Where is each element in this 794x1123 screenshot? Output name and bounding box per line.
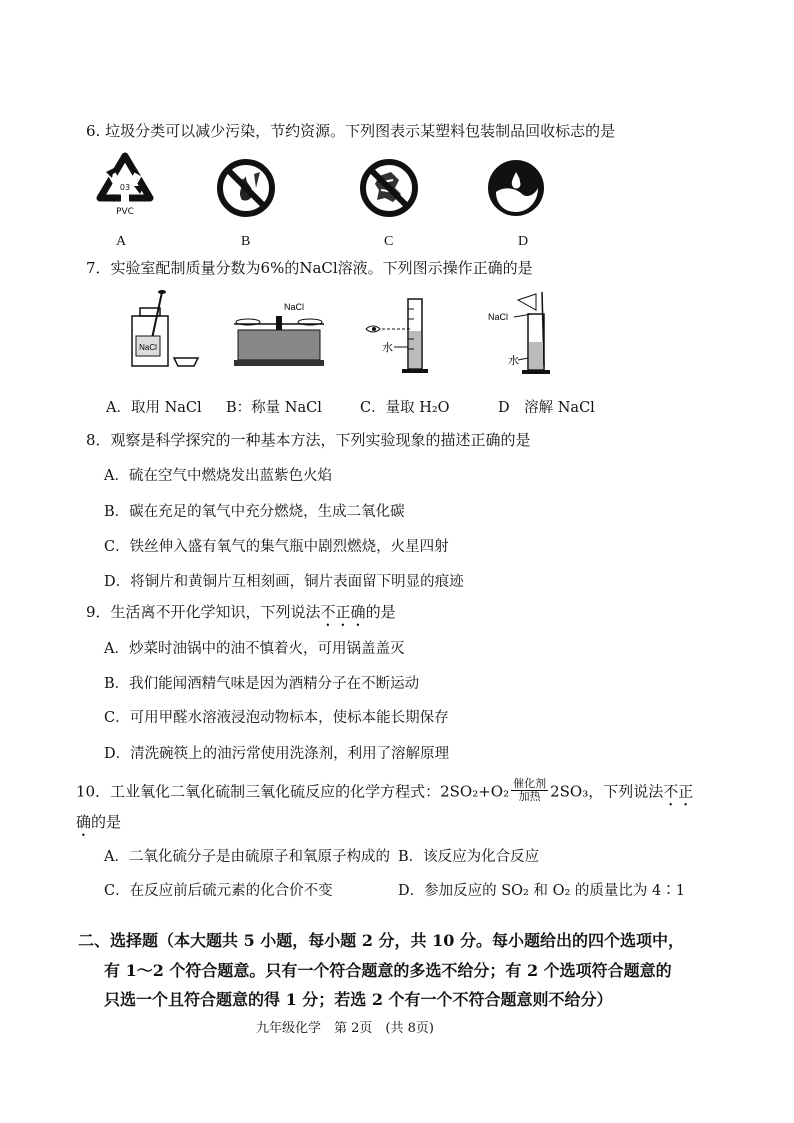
q7-option-a: A．取用 NaCl: [106, 400, 202, 416]
bottle-label: NaCl: [139, 343, 157, 352]
q8-option-c: C．铁丝伸入盛有氧气的集气瓶中剧烈燃烧，火星四射: [104, 539, 449, 555]
no-littering-icon: [359, 158, 419, 218]
recycle-code: 03: [119, 183, 131, 192]
q10-option-a: A．二氧化硫分子是由硫原子和氧原子构成的: [104, 849, 390, 865]
balance-illustration: [232, 298, 328, 370]
q9-option-b: B．我们能闻酒精气味是因为酒精分子在不断运动: [104, 676, 420, 692]
q10-stem-line1: [76, 777, 694, 810]
water-label-c: 水: [382, 341, 393, 354]
q9-stem-post: 的是: [365, 603, 396, 621]
graduated-cylinder-illustration: [362, 295, 442, 377]
q10-stem-pre: 10．工业氧化二氧化硫制三氧化硫反应的化学方程式：2SO₂+O₂: [76, 782, 510, 801]
q10-stem-emphasis-1: 不正: [663, 782, 694, 801]
q10-option-d: D．参加反应的 SO₂ 和 O₂ 的质量比为 4∶1: [398, 883, 685, 899]
section2-line2: 有 1～2 个符合题意。只有一个符合题意的多选不给分；有 2 个选项符合题意的: [104, 961, 672, 980]
water-saving-icon: [486, 158, 546, 218]
q9-stem-emphasis: 不正确: [320, 603, 366, 621]
balance-label: NaCl: [284, 302, 305, 312]
q8-option-d: D．将铜片和黄铜片互相刻画，铜片表面留下明显的痕迹: [104, 574, 464, 590]
reaction-condition: [511, 778, 548, 803]
nacl-label-d: NaCl: [488, 312, 509, 322]
q7-option-d: D 溶解 NaCl: [498, 400, 595, 416]
q6-label-b: B: [241, 234, 251, 249]
q9-option-c: C．可用甲醛水溶液浸泡动物标本，使标本能长期保存: [104, 710, 449, 726]
no-fire-icon: [216, 158, 276, 218]
recycle-text: PVC: [116, 207, 134, 217]
q9-option-a: A．炒菜时油锅中的油不慎着火，可用锅盖盖灭: [104, 641, 405, 657]
q8-stem: 8．观察是科学探究的一种基本方法，下列实验现象的描述正确的是: [86, 431, 531, 449]
q10-option-b: B．该反应为化合反应: [398, 849, 540, 865]
q7-option-b: B：称量 NaCl: [226, 400, 322, 416]
dissolving-illustration: [486, 290, 566, 376]
section2-line1: 二、选择题（本大题共 5 小题，每小题 2 分，共 10 分。每小题给出的四个选项中，: [78, 931, 684, 950]
water-label-d: 水: [508, 354, 519, 367]
reagent-bottle-illustration: [128, 288, 208, 373]
recycle-pvc-icon: [92, 150, 158, 216]
q7-stem: 7．实验室配制质量分数为6%的NaCl溶液。下列图示操作正确的是: [86, 259, 533, 277]
q10-stem-emphasis-2: 确: [76, 813, 92, 831]
q10-stem-post: 2SO₃，下列说法: [550, 782, 664, 801]
catalyst-label: 催化剂: [513, 777, 547, 790]
section2-line3: 只选一个且符合题意的得 1 分；若选 2 个有一个不符合题意则不给分）: [104, 990, 613, 1009]
q7-option-c: C．量取 H₂O: [360, 400, 450, 416]
q9-stem: [86, 602, 396, 630]
heat-label: 加热: [518, 790, 541, 803]
q10-stem-line2: [76, 812, 121, 840]
q9-stem-pre: 9．生活离不开化学知识，下列说法: [86, 603, 321, 621]
q6-label-d: D: [518, 234, 529, 249]
q9-option-d: D．清洗碗筷上的油污常使用洗涤剂，利用了溶解原理: [104, 746, 450, 762]
q10-stem-end: 的是: [91, 813, 122, 831]
q6-label-a: A: [116, 234, 127, 249]
q8-option-b: B．碳在充足的氧气中充分燃烧，生成二氧化碳: [104, 504, 405, 520]
q6-stem: 6. 垃圾分类可以减少污染，节约资源。下列图表示某塑料包装制品回收标志的是: [86, 122, 616, 140]
q8-option-a: A．硫在空气中燃烧发出蓝紫色火焰: [104, 468, 332, 484]
q6-label-c: C: [384, 234, 394, 249]
page-footer: 九年级化学 第 2页 (共 8页): [256, 1021, 434, 1036]
q10-option-c: C．在反应前后硫元素的化合价不变: [104, 883, 333, 899]
